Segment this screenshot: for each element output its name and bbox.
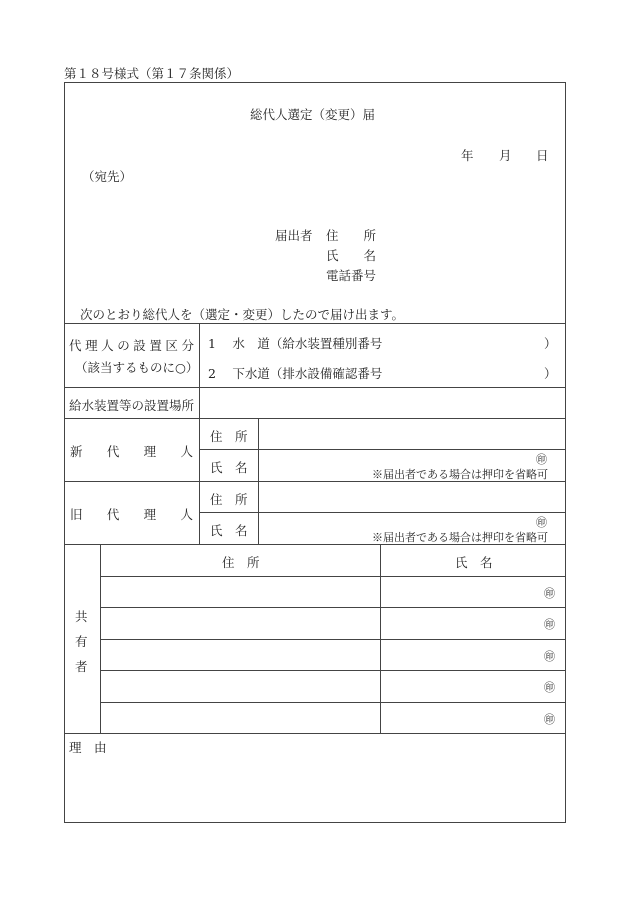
- new-agent-seal-icon: ㊞: [536, 453, 547, 466]
- coowner-seal-icon: ㊞: [544, 681, 555, 694]
- applicant-label: 届出者: [275, 228, 313, 243]
- rule-old-agent-mid: [199, 512, 565, 513]
- classification-option-sewer-close: ）: [544, 366, 557, 381]
- date-month-label: 月: [499, 148, 512, 163]
- rule-coowner-row1: [100, 607, 565, 608]
- reason-label: 理 由: [69, 740, 107, 755]
- coowner-address-header: 住 所: [222, 555, 260, 570]
- classification-option-water-close: ）: [544, 336, 557, 351]
- new-agent-name-label: 氏 名: [210, 460, 248, 475]
- rule-location-bottom: [64, 418, 565, 419]
- old-agent-label: 旧 代 理 人: [70, 507, 193, 522]
- old-agent-seal-icon: ㊞: [536, 516, 547, 529]
- coowner-seal-icon: ㊞: [544, 650, 555, 663]
- classification-option-water: 1 水 道（給水装置種別番号: [208, 336, 383, 351]
- rule-coowner-label-column: [100, 544, 101, 733]
- rule-coowner-row2: [100, 639, 565, 640]
- coowner-seal-icon: ㊞: [544, 618, 555, 631]
- coowner-label-1: 共: [75, 609, 88, 624]
- coowner-label-3: 者: [75, 659, 88, 674]
- coowner-seal-icon: ㊞: [544, 713, 555, 726]
- classification-sublabel: （該当するものに○）: [75, 360, 199, 375]
- rule-header-bottom: [64, 323, 565, 324]
- coowner-seal-icon: ㊞: [544, 587, 555, 600]
- applicant-address-label: 住 所: [326, 228, 377, 243]
- rule-classification-bottom: [64, 387, 565, 388]
- rule-label-column: [199, 323, 200, 544]
- classification-option-sewer: 2 下水道（排水設備確認番号: [208, 366, 383, 381]
- addressee-label: （宛先）: [82, 169, 133, 184]
- old-agent-name-label: 氏 名: [210, 523, 248, 538]
- rule-coowners-bottom: [64, 733, 565, 734]
- applicant-phone-label: 電話番号: [326, 268, 377, 283]
- rule-coowner-row4: [100, 702, 565, 703]
- old-agent-address-label: 住 所: [210, 492, 248, 507]
- rule-sublabel-column: [258, 418, 259, 544]
- form-number: 第１８号様式（第１７条関係）: [64, 66, 240, 81]
- coowner-name-header: 氏 名: [455, 555, 493, 570]
- location-label: 給水装置等の設置場所: [69, 398, 195, 413]
- rule-new-agent-mid: [199, 449, 565, 450]
- form-title: 総代人選定（変更）届: [250, 107, 376, 122]
- date-day-label: 日: [536, 148, 549, 163]
- applicant-name-label: 氏 名: [326, 248, 377, 263]
- classification-label: 代 理 人 の 設 置 区 分: [69, 338, 194, 353]
- coowner-label-2: 有: [75, 634, 88, 649]
- rule-coowner-header: [100, 576, 565, 577]
- new-agent-label: 新 代 理 人: [70, 444, 193, 459]
- statement-text: 次のとおり総代人を（選定・変更）したので届け出ます。: [80, 307, 405, 322]
- new-agent-address-label: 住 所: [210, 429, 248, 444]
- rule-coowner-row3: [100, 670, 565, 671]
- new-agent-note: ※届出者である場合は押印を省略可: [372, 468, 548, 481]
- rule-coowner-name-column: [380, 544, 381, 733]
- date-year-label: 年: [461, 148, 474, 163]
- old-agent-note: ※届出者である場合は押印を省略可: [372, 531, 548, 544]
